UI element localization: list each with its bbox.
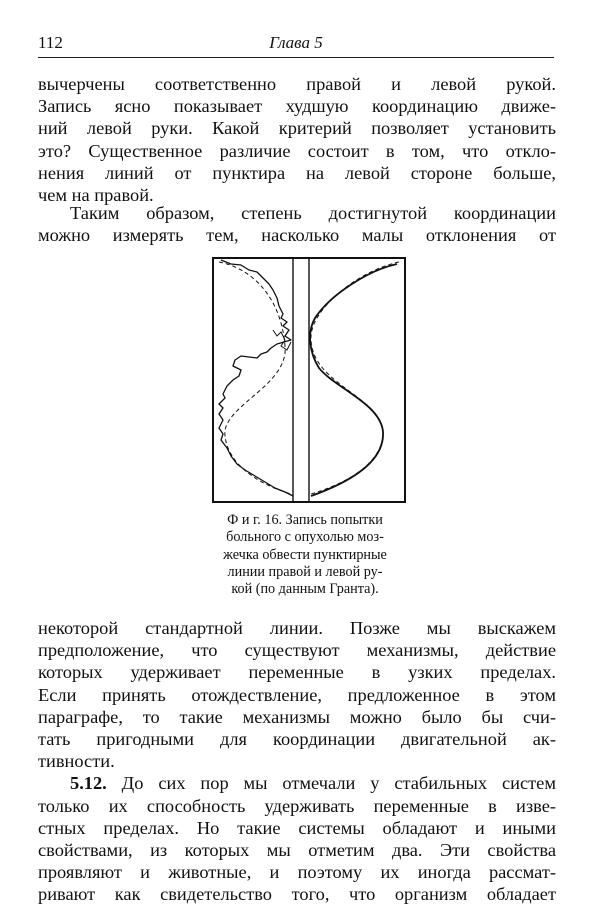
caption-line: больного с опухолью моз- <box>226 529 384 546</box>
section-first-text: До сих пор мы отмечали у стабильных систем <box>106 773 556 794</box>
text-line: вычерчены соответственно правой и левой рукой. <box>38 74 556 94</box>
text-line: проявляют и животные, и поэтому их иногда рассмат- <box>38 862 556 883</box>
caption-line: жечка обвести пунктирные <box>223 546 387 563</box>
section-line <box>38 772 556 794</box>
text-line: Таким образом, степень достигнутой координации <box>70 203 556 223</box>
header-rule <box>38 57 554 58</box>
paragraph-2 <box>38 202 556 246</box>
caption-line: линии правой и левой ру- <box>227 563 383 580</box>
text-line: некоторой стандартной линии. Позже мы выскажем <box>38 618 556 638</box>
paragraph-3 <box>38 617 556 905</box>
figure-caption <box>182 512 428 598</box>
text-line: предположение, что существуют механизмы, действие <box>38 640 556 661</box>
text-line: свойствами, из которых мы отметим два. Эти свойства <box>38 839 556 860</box>
text-line: нения линий от пунктира на левой стороне больше, <box>38 162 556 183</box>
text-line: стных пределах. Но такие системы обладают и иными <box>38 817 556 838</box>
text-line: параграфе, то такие механизмы можно было бы счи- <box>38 706 556 727</box>
page-header <box>38 33 554 53</box>
section-number: 5.12. <box>70 773 107 794</box>
left-dashed-line <box>219 262 291 494</box>
text-line: ний левой руки. Какой критерий позволяет установить <box>38 118 556 139</box>
text-line: Если принять отождествление, предложенное в этом <box>38 684 556 705</box>
figure-16-drawing <box>211 256 407 504</box>
paragraph-1 <box>38 73 556 206</box>
left-hand-tremor <box>273 330 291 350</box>
right-hand-trace <box>310 264 397 496</box>
caption-line: кой (по данным Гранта). <box>231 581 379 598</box>
right-dashed-line <box>311 262 399 494</box>
text-line: тивности. <box>38 751 115 772</box>
text-line: чем на правой. <box>38 184 154 205</box>
left-hand-trace <box>219 260 293 496</box>
text-line: это? Существенное различие состоит в том, что откло- <box>38 140 556 161</box>
text-line: которых удерживает переменные в узких пределах. <box>38 662 556 683</box>
running-title: Глава 5 <box>269 33 323 52</box>
text-line: можно измерять тем, насколько малы отклонения от <box>38 225 556 246</box>
page-number: 112 <box>38 33 63 52</box>
text-line: только их способность удерживать переменные в изве- <box>38 795 556 816</box>
text-line: тать пригодными для координации двигательной ак- <box>38 728 556 749</box>
caption-line: Ф и г. 16. Запись попытки <box>227 512 383 528</box>
text-line: Запись ясно показывает худшую координацию движе- <box>38 96 556 117</box>
text-line: ривают как свидетельство того, что организм обладает <box>38 884 556 905</box>
